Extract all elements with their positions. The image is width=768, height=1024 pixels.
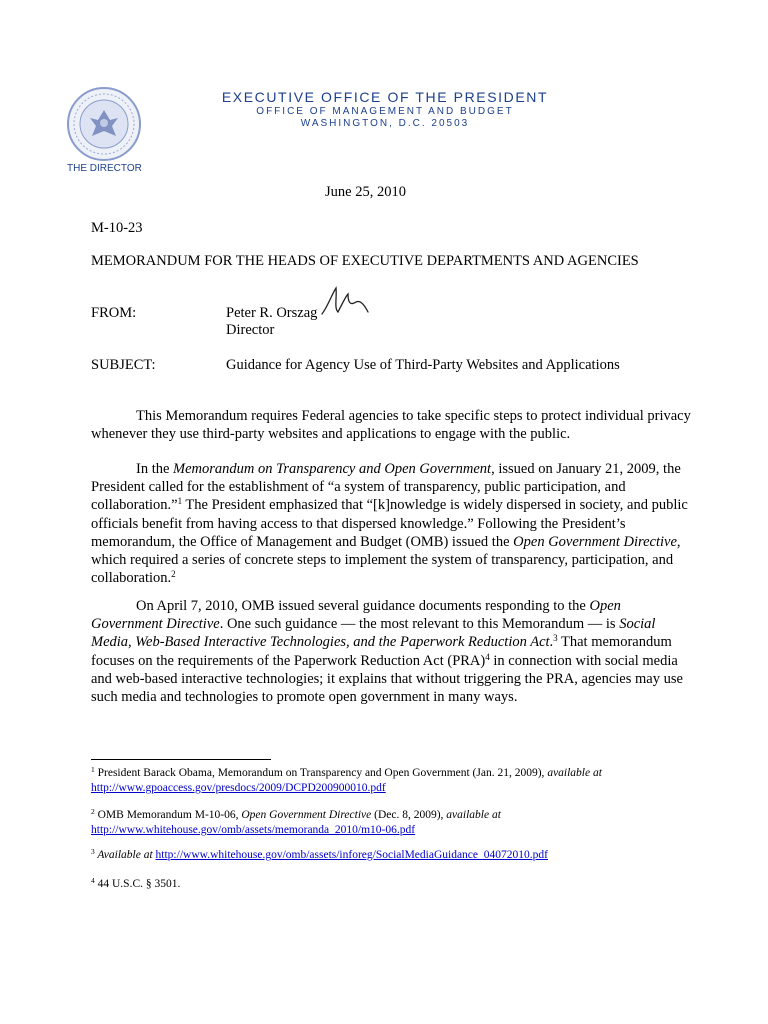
from-title: Director — [226, 322, 275, 338]
footnote-1 — [91, 766, 711, 796]
p2-text-c: , issued on January 21, 2009, the President called for the establishment of “a system of transparency, public participation, and collaboration.” — [91, 461, 681, 514]
subject-label: SUBJECT: — [91, 357, 156, 373]
from-label: FROM: — [91, 305, 137, 321]
p2-text-f: , which required a series of concrete steps to implement the system of transparency, participation, and collaboration. — [91, 533, 681, 587]
p3-text-c: . One such guidance — the most relevant to this Memorandum — is — [219, 616, 620, 633]
footnote-3 — [91, 848, 711, 863]
footnote-2-italic: available at — [446, 809, 501, 821]
subject-text: Guidance for Agency Use of Third-Party Websites and Applications — [226, 357, 620, 373]
body-paragraph-1-text: This Memorandum requires Federal agencies to take specific steps to protect individual privacy whenever they use third-party websites and applications to engage with the public. — [91, 408, 691, 443]
footnote-4-number: 4 — [91, 876, 95, 885]
footnote-ref-1: 1 — [177, 496, 183, 507]
body-paragraph-3 — [91, 597, 691, 706]
footnote-1-italic: available at — [547, 767, 602, 779]
memo-number: M-10-23 — [91, 220, 143, 236]
p2-directive-italic: Open Government Directive — [513, 533, 677, 550]
p3-title-italic: Social Media, Web-Based Interactive Technologies, and the Paperwork Reduction Act — [91, 616, 656, 651]
footnote-1-link[interactable]: http://www.gpoaccess.gov/presdocs/2009/DCPD200900010.pdf — [91, 782, 386, 794]
signature-icon — [318, 284, 372, 322]
footnote-divider — [91, 759, 271, 760]
p2-title-italic: Memorandum on Transparency and Open Government — [173, 461, 492, 477]
footnote-2-number: 2 — [91, 807, 95, 816]
body-paragraph-2 — [91, 460, 691, 587]
footnote-2 — [91, 808, 711, 838]
p3-text-g: in connection with social media and web-based interactive technologies; it explains that without triggering the PRA, agencies may use such media and technologies to promote open government in many ways. — [91, 652, 683, 706]
letterhead-line-3: WASHINGTON, D.C. 20503 — [300, 118, 470, 129]
letterhead-line-2: OFFICE OF MANAGEMENT AND BUDGET — [256, 106, 514, 117]
footnote-3-number: 3 — [91, 847, 95, 856]
footnote-1-text: President Barack Obama, Memorandum on Transparency and Open Government (Jan. 21, 2009), — [94, 767, 548, 779]
p2-text-d: The President emphasized that “[k]nowledge is widely dispersed in society, and public officials benefit from having access to that dispersed knowledge.” Following the President’s memorandum, the Office of Management and Budget (OMB) issued the — [91, 497, 688, 550]
footnote-3-link[interactable]: http://www.whitehouse.gov/omb/assets/inforeg/SocialMediaGuidance_04072010.pdf — [155, 849, 548, 861]
memo-heading: MEMORANDUM FOR THE HEADS OF EXECUTIVE DEPARTMENTS AND AGENCIES — [91, 253, 639, 269]
p3-text-e: . — [549, 634, 554, 651]
memo-date: June 25, 2010 — [325, 184, 406, 200]
footnote-4-text: 44 U.S.C. § 3501. — [94, 878, 181, 890]
body-paragraph-1 — [91, 407, 691, 443]
letterhead-line-1: EXECUTIVE OFFICE OF THE PRESIDENT — [221, 89, 549, 105]
from-name: Peter R. Orszag — [226, 305, 318, 321]
p3-text-a: On April 7, 2010, OMB issued several guidance documents responding to the — [136, 598, 590, 614]
footnote-2-text-2: (Dec. 8, 2009), — [371, 809, 447, 821]
footnote-2-text: OMB Memorandum M-10-06, — [94, 809, 242, 821]
footnote-ref-4: 4 — [485, 651, 490, 662]
director-label: THE DIRECTOR — [67, 163, 142, 174]
p3-text-f: That memorandum focuses on the requirements of the Paperwork Reduction Act (PRA) — [91, 634, 672, 669]
letterhead — [150, 89, 620, 129]
p3-directive-italic: Open Government Directive — [91, 598, 621, 633]
footnote-ref-2: 2 — [171, 569, 176, 580]
footnote-2-link[interactable]: http://www.whitehouse.gov/omb/assets/memoranda_2010/m10-06.pdf — [91, 824, 416, 836]
footnote-3-italic: Available at — [94, 849, 153, 861]
footnote-1-number: 1 — [91, 765, 95, 774]
footnote-4 — [91, 877, 711, 892]
footnote-2-title-italic: Open Government Directive — [241, 809, 372, 821]
p2-text-a: In the — [136, 461, 174, 477]
footnote-ref-3: 3 — [553, 633, 558, 644]
presidential-seal-icon — [66, 86, 142, 162]
